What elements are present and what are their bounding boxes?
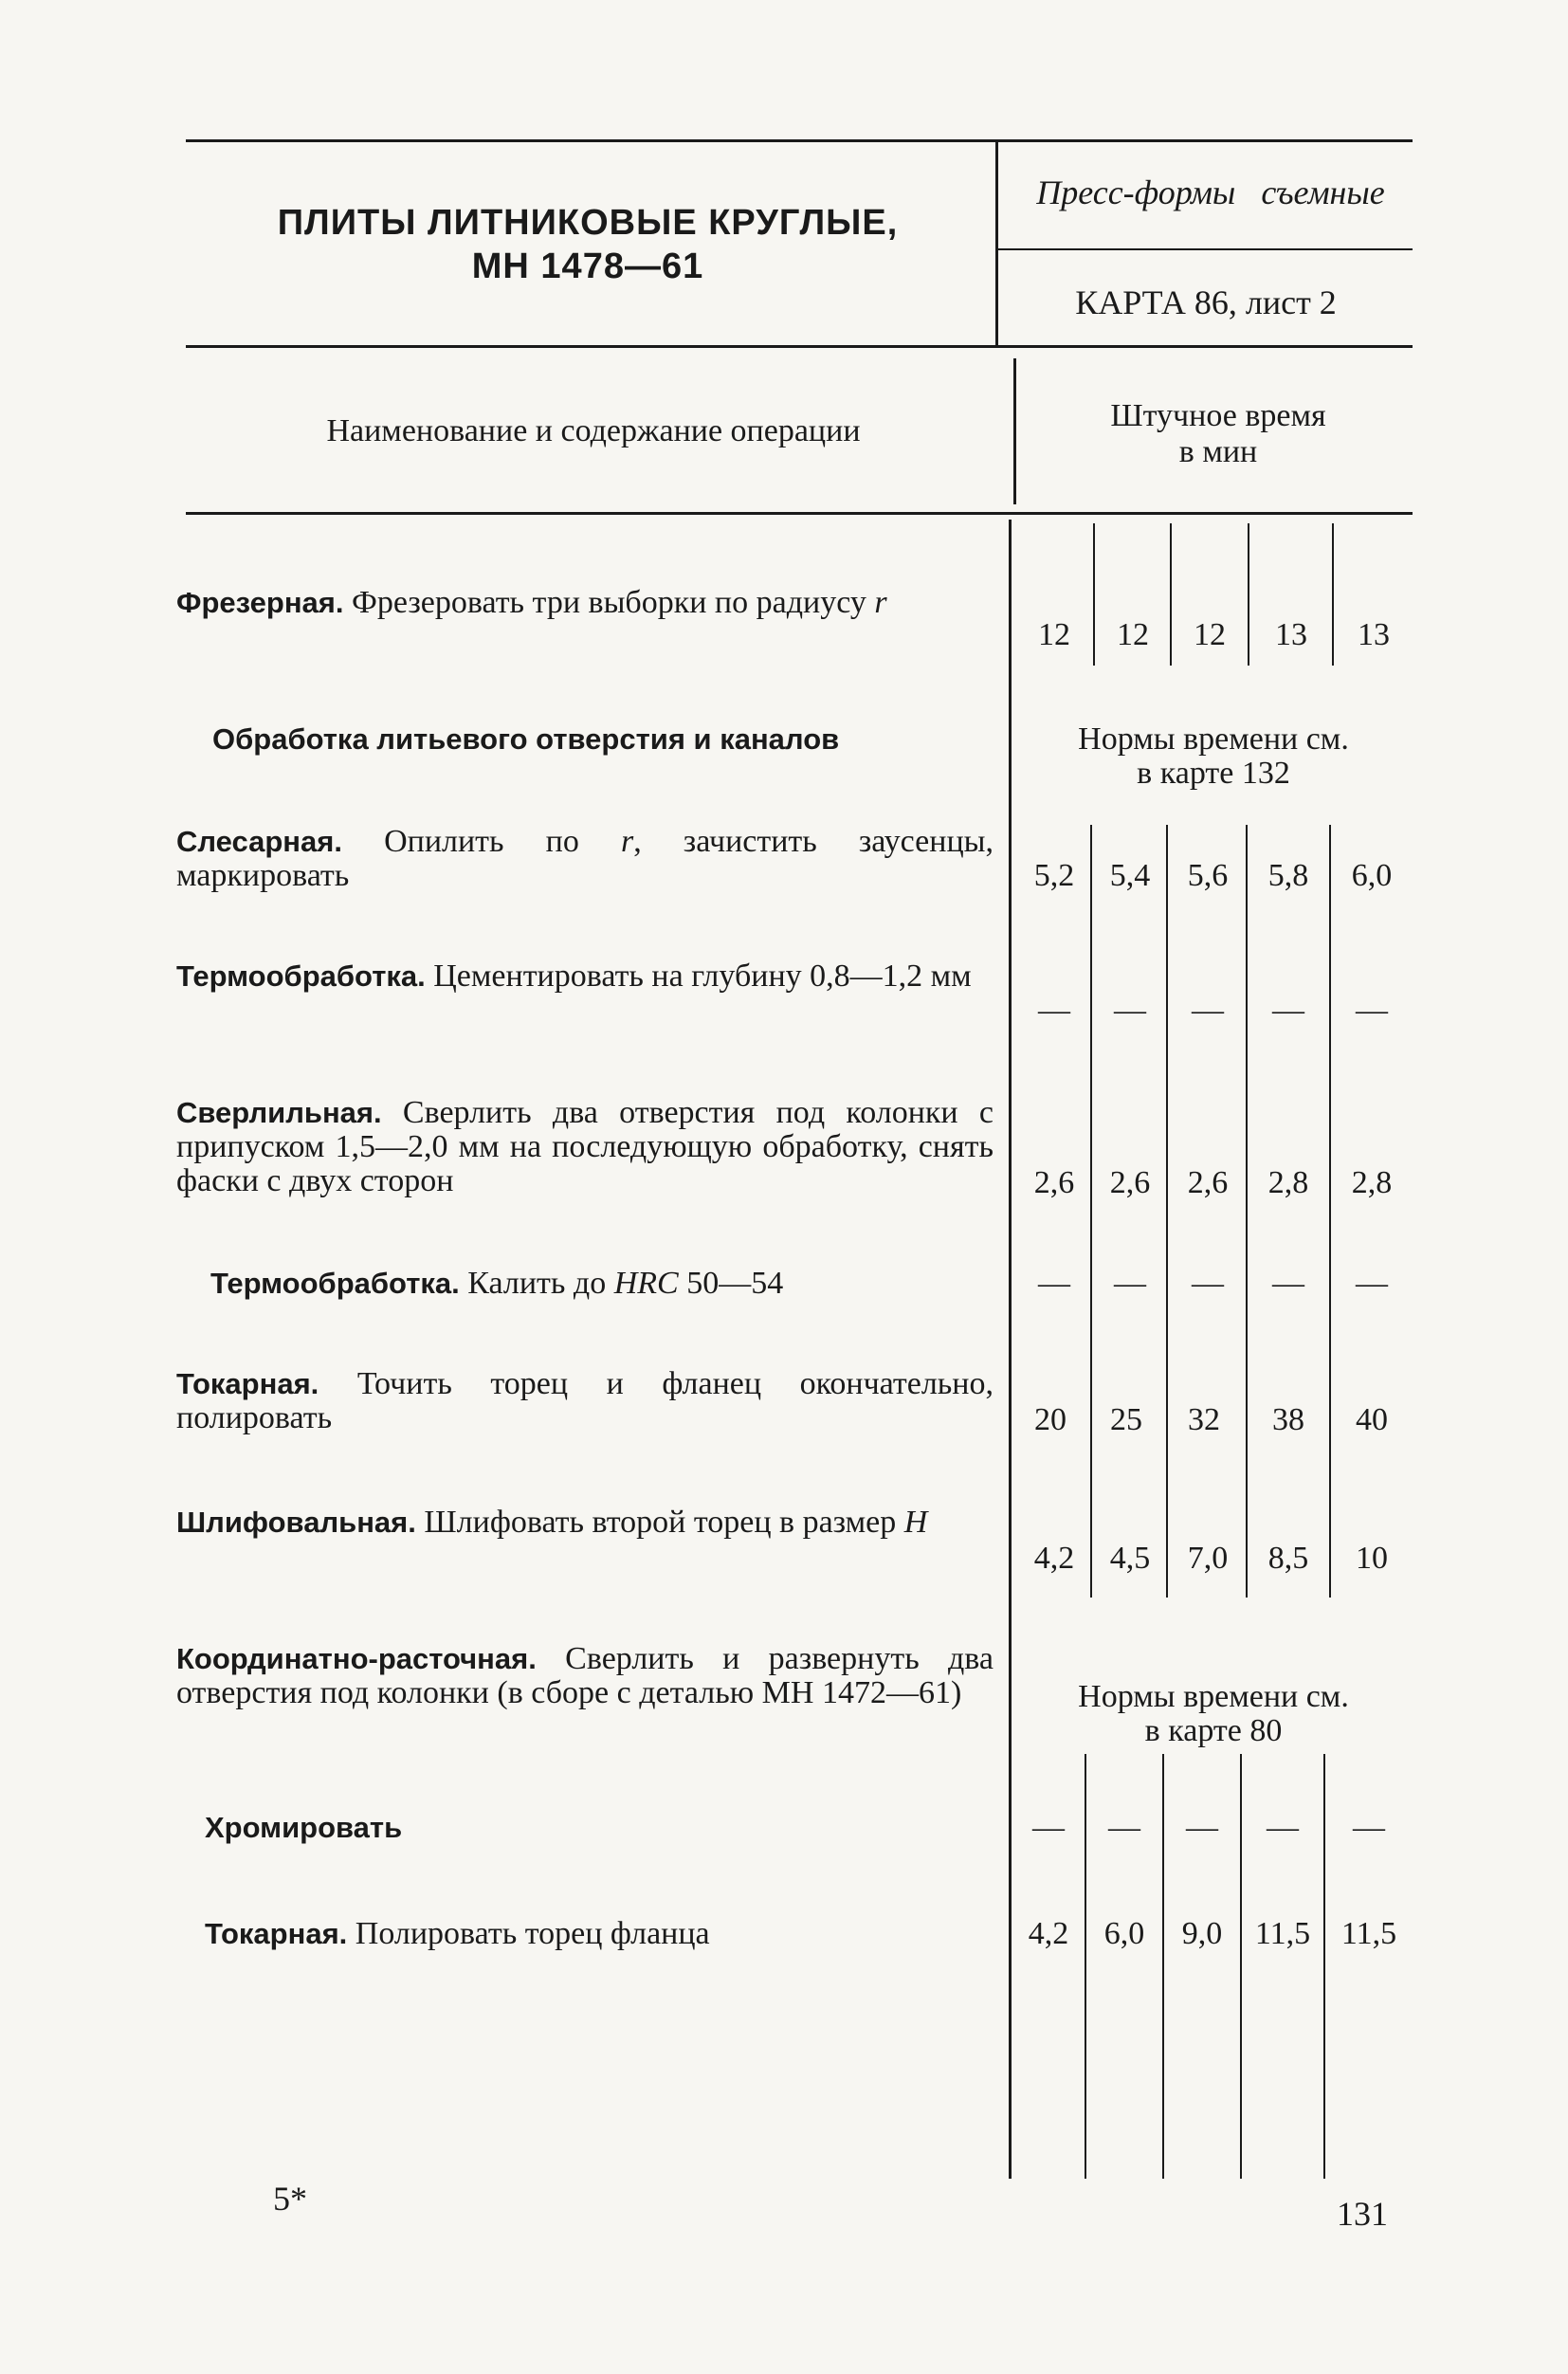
operation-var: r	[620, 824, 634, 859]
time-value: —	[1356, 993, 1388, 1028]
time-value: 32	[1188, 1402, 1220, 1437]
time-value: 2,6	[1033, 1165, 1075, 1200]
time-value: 40	[1356, 1402, 1388, 1437]
time-value: —	[1192, 1266, 1224, 1301]
operation-text: Точить торец и фланец окончательно, полировать	[176, 1366, 994, 1435]
operation-name: Слесарная.	[176, 825, 342, 858]
note-line-2: в карте 132	[1137, 756, 1290, 791]
time-value: 12	[1194, 617, 1226, 652]
time-value: —	[1032, 1810, 1065, 1845]
header-bottom-rule	[186, 345, 1413, 348]
time-value: 11,5	[1254, 1916, 1311, 1951]
operation-text: Сверлить два отверстия под колонки с припуском 1,5—2,0 мм на последующую обработку, снять фаски с двух сторон	[176, 1095, 994, 1198]
operation-polish	[205, 1917, 982, 1951]
operation-heat-cement	[176, 959, 994, 994]
time-value: 8,5	[1267, 1541, 1309, 1576]
time-value: 5,6	[1187, 858, 1229, 893]
time-value: 25	[1110, 1402, 1142, 1437]
time-value: 6,0	[1351, 858, 1393, 893]
time-value: —	[1186, 1810, 1218, 1845]
operation-name: Фрезерная.	[176, 586, 344, 619]
time-value: 7,0	[1187, 1541, 1229, 1576]
time-note-80	[1014, 1680, 1413, 1748]
operation-text: Цементировать на глубину 0,8—1,2 мм	[433, 959, 972, 994]
operation-chrome	[205, 1811, 982, 1845]
time-note-132	[1014, 722, 1413, 791]
operation-text: Калить до	[467, 1266, 614, 1301]
time-value: 2,6	[1109, 1165, 1151, 1200]
column-header-operation: Наименование и содержание операции	[326, 413, 861, 448]
operation-cast-hole	[212, 722, 990, 757]
time-value: 2,6	[1187, 1165, 1229, 1200]
operation-fitting	[176, 825, 994, 893]
column-header-time	[1024, 398, 1413, 470]
time-value: —	[1272, 993, 1304, 1028]
operation-turning	[176, 1367, 994, 1435]
time-value: 2,8	[1267, 1165, 1309, 1200]
operation-text: Шлифовать второй торец в размер	[424, 1505, 904, 1540]
header-mid-rule	[997, 248, 1413, 250]
operation-name: Координатно-расточная.	[176, 1642, 537, 1675]
time-value: —	[1114, 1266, 1146, 1301]
note-line-2: в карте 80	[1144, 1713, 1283, 1748]
operation-name: Сверлильная.	[176, 1096, 382, 1129]
subcol-line	[1246, 825, 1248, 1598]
time-value: —	[1267, 1810, 1299, 1845]
time-header-line-1: Штучное время	[1110, 398, 1326, 433]
time-value: 20	[1034, 1402, 1067, 1437]
header-divider	[995, 142, 998, 345]
page-number: 131	[1337, 2195, 1388, 2233]
time-value: 2,8	[1351, 1165, 1393, 1200]
operation-var: H	[903, 1505, 928, 1540]
column-header-bottom-rule	[186, 512, 1413, 515]
operation-name: Шлифовальная.	[176, 1506, 416, 1539]
operation-text: Опилить по	[384, 824, 621, 859]
time-value: 38	[1272, 1402, 1304, 1437]
operation-name: Токарная.	[176, 1367, 319, 1400]
time-value: —	[1272, 1266, 1304, 1301]
note-line-1: Нормы времени см.	[1078, 1679, 1349, 1714]
time-value: —	[1356, 1266, 1388, 1301]
time-value: 4,5	[1109, 1541, 1151, 1576]
time-value: 4,2	[1028, 1916, 1069, 1951]
time-value: —	[1353, 1810, 1385, 1845]
operation-drilling	[176, 1096, 994, 1198]
operation-var: r	[874, 585, 887, 620]
time-value: —	[1038, 1266, 1070, 1301]
operation-heat-harden	[210, 1267, 988, 1301]
time-value: 13	[1358, 617, 1390, 652]
time-value: —	[1108, 1810, 1140, 1845]
subcol-line	[1329, 825, 1331, 1598]
time-value: —	[1038, 993, 1070, 1028]
operation-name: Токарная.	[205, 1917, 348, 1950]
operation-text-2: 50—54	[678, 1266, 784, 1301]
time-value: 12	[1038, 617, 1070, 652]
time-value: 4,2	[1033, 1541, 1075, 1576]
header-top-rule	[186, 139, 1413, 142]
time-value: —	[1192, 993, 1224, 1028]
signature-mark: 5*	[273, 2180, 307, 2218]
operation-grinding	[176, 1506, 994, 1540]
subcol-line	[1166, 825, 1168, 1598]
operation-name: Термообработка.	[176, 959, 426, 993]
column-divider-header	[1013, 358, 1016, 504]
note-line-1: Нормы времени см.	[1078, 721, 1349, 757]
operation-text: Фрезеровать три выборки по радиусу	[351, 585, 875, 620]
operation-jig-boring	[176, 1642, 994, 1710]
time-value: —	[1114, 993, 1146, 1028]
subcol-line	[1090, 825, 1092, 1598]
time-value: 13	[1275, 617, 1307, 652]
operation-name: Термообработка.	[210, 1267, 460, 1300]
time-value: 10	[1356, 1541, 1388, 1576]
time-value: 11,5	[1340, 1916, 1397, 1951]
category-label: Пресс-формы съемные	[1036, 173, 1385, 211]
time-value: 6,0	[1103, 1916, 1145, 1951]
time-value: 12	[1117, 617, 1149, 652]
operation-var: HRC	[613, 1266, 679, 1301]
operation-text: Полировать торец фланца	[355, 1916, 710, 1951]
page-title	[228, 201, 948, 288]
operation-milling	[176, 586, 994, 620]
title-line-1: ПЛИТЫ ЛИТНИКОВЫЕ КРУГЛЫЕ,	[277, 203, 899, 243]
time-value: 5,2	[1033, 858, 1075, 893]
time-value: 9,0	[1181, 1916, 1223, 1951]
operation-text: Сверлить и развернуть два отверстия под колонки (в сборе с деталью МН 1472—61)	[176, 1641, 994, 1710]
operation-name: Обработка литьевого отверстия и каналов	[212, 722, 840, 756]
card-label: КАРТА 86, лист 2	[1075, 283, 1337, 321]
operation-text-2: , зачистить заусенцы, маркировать	[176, 824, 994, 893]
time-value: 5,8	[1267, 858, 1309, 893]
time-value: 5,4	[1109, 858, 1151, 893]
time-header-line-2: в мин	[1178, 434, 1258, 469]
title-line-2: МН 1478—61	[471, 247, 704, 286]
operation-name: Хромировать	[205, 1811, 403, 1844]
